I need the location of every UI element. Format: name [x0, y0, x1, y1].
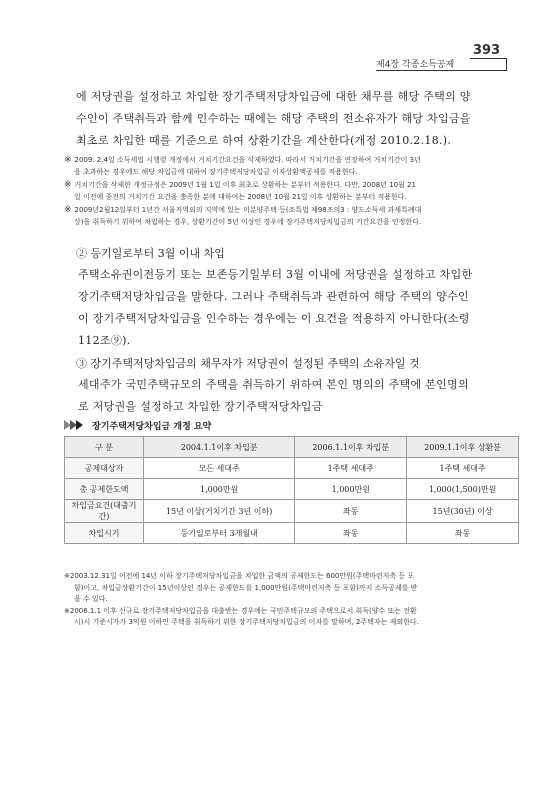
text-line: 에 저당권을 설정하고 차입한 장기주택저당차입금에 대한 채무를 해당 주택의 양 [76, 90, 471, 103]
note-mark: ※ [64, 572, 70, 580]
intro-paragraph [76, 86, 516, 152]
text-line: 수인이 주택취득과 함께 인수하는 때에는 해당 주택의 전소유자가 해당 차입금을 [76, 112, 471, 125]
note-line: 시)시 기준시가가 3억원 이하인 주택을 취득하기 위한 장기주택저당차입금의 이자를 말하며, 2주택자는 제외한다. [74, 618, 419, 626]
table-cell: 15년 이상(거치기간 3년 이하) [144, 500, 295, 523]
table-header-cell: 2009.1.1이후 상환분 [407, 437, 519, 458]
text-line: 112조⑨). [78, 334, 131, 347]
text-line: 로 저당권을 설정하고 차입한 장기주택저당차입금 [78, 400, 323, 413]
header-rule [376, 70, 507, 71]
table-title-text: 장기주택저당차입금 개정 요약 [92, 422, 212, 432]
table-row [65, 500, 519, 523]
page-number: 393 [473, 43, 501, 58]
header-rule-vertical [506, 58, 507, 71]
table-row [65, 458, 519, 479]
note-line: 2006.1.1 이후 신규로 장기주택저당차입금을 대출받는 경우에는 국민주택규모의 주택으로서 취득(양수 또는 전환 [69, 606, 417, 615]
table-row-label: 차입금요건(대출기간) [65, 500, 144, 523]
footnote [64, 205, 519, 228]
note-mark: ※ [64, 205, 72, 215]
summary-table [64, 436, 519, 544]
item-2-body [78, 264, 518, 352]
table-cell: 좌동 [295, 523, 407, 544]
note-line: 일 이전에 종전의 거치기간 요건을 충족한 분에 대하여는 2008년 10월 21일 이후 상환하는 분부터 적용한다. [74, 192, 407, 201]
table-cell: 등기일로부터 3개월내 [144, 523, 295, 544]
footnote [64, 180, 519, 203]
table-footnotes [64, 571, 519, 629]
table-cell: 1,000(1,500)만원 [407, 479, 519, 500]
table-cell: 15년(30년) 이상 [407, 500, 519, 523]
footnote [64, 155, 519, 178]
note-line: 을 초과하는 경우에도 해당 차입금에 대하여 장기주택저당차입금 이자상환액공제를 적용한다. [74, 167, 358, 176]
item-3-body [78, 374, 518, 418]
page-header [0, 0, 550, 70]
header-rule-top [470, 58, 507, 59]
text-line: 주택소유권이전등기 또는 보존등기일부터 3월 이내에 저당권을 설정하고 차입한 [78, 268, 473, 281]
note-line: 2009년2월12일부터 1년간 서울지역외의 지역에 있는 미분양주택 등(조특법 제98조의3 : 양도소득세 과세특례대 [74, 206, 422, 214]
note-line: 거치기간을 삭제한 개정규정은 2009년 1월 1일 이후 최초로 상환하는 분부터 적용한다. 다만, 2008년 10월 21 [74, 181, 416, 189]
note-line: 을 수 있다. [74, 595, 108, 603]
double-arrow-icon [64, 420, 86, 430]
table-title [64, 419, 211, 432]
table-cell: 모든 세대주 [144, 458, 295, 479]
item-2-heading: ② 등기일로부터 3월 이내 차입 [76, 247, 225, 260]
item-3-heading: ③ 장기주택저당차입금의 채무자가 저당권이 설정된 주택의 소유자일 것 [76, 357, 420, 370]
note-mark: ※ [64, 606, 70, 615]
table-cell: 1주택 세대주 [295, 458, 407, 479]
table-header-cell: 2004.1.1이후 차입분 [144, 437, 295, 458]
table-header-cell: 구 분 [65, 437, 144, 458]
table-row-label: 공제대상자 [65, 458, 144, 479]
text-line: 이 장기주택저당차입금을 인수하는 경우에는 이 요건을 적용하지 아니한다(소령 [78, 312, 470, 325]
note-line: 2003.12.31일 이전에 14년 이하 장기주택저당차입금을 차입한 금액의 공제한도는 600만원(주택마련저축 등 포 [69, 572, 415, 580]
table-cell: 1,000만원 [144, 479, 295, 500]
table-row [65, 523, 519, 544]
table-row-label: 차입시기 [65, 523, 144, 544]
chapter-label: 제4장 각종소득공제 [376, 60, 455, 70]
text-line: 장기주택저당차입금을 말한다. 그러나 주택취득과 관련하여 해당 주택의 양수인 [78, 290, 469, 303]
table-row-label: 총 공제한도액 [65, 479, 144, 500]
table-cell: 좌동 [407, 523, 519, 544]
text-line: 세대주가 국민주택규모의 주택을 취득하기 위하여 본인 명의의 주택에 본인명의 [78, 378, 469, 391]
note-mark: ※ [64, 155, 72, 165]
text-line: 최초로 차입한 때를 기준으로 하여 상환기간을 계산한다(개정 2010.2.18.). [76, 134, 452, 147]
table-header-row [65, 437, 519, 458]
note-line: 2009. 2.4일 소득세법 시행령 개정에서 거치기간요건을 삭제하였다. 따라서 거치기간을 연장하여 거치기간이 3년 [74, 156, 421, 164]
table-row [65, 479, 519, 500]
table-cell: 1,000만원 [295, 479, 407, 500]
note-mark: ※ [64, 180, 72, 190]
table-header-cell: 2006.1.1이후 차입분 [295, 437, 407, 458]
note-line: 상)을 취득하기 위하여 차입하는 경우, 상환기간이 5년 이상인 경우에 장기주택저당차입금의 기간요건을 인정한다. [74, 217, 422, 226]
table-cell: 1주택 세대주 [407, 458, 519, 479]
note-line: 함)이고, 차입금상환기간이 15년이상인 경우는 공제한도를 1,000만원(주택마련저축 등 포함)까지 소득공제를 받 [74, 583, 418, 592]
table-cell: 좌동 [295, 500, 407, 523]
